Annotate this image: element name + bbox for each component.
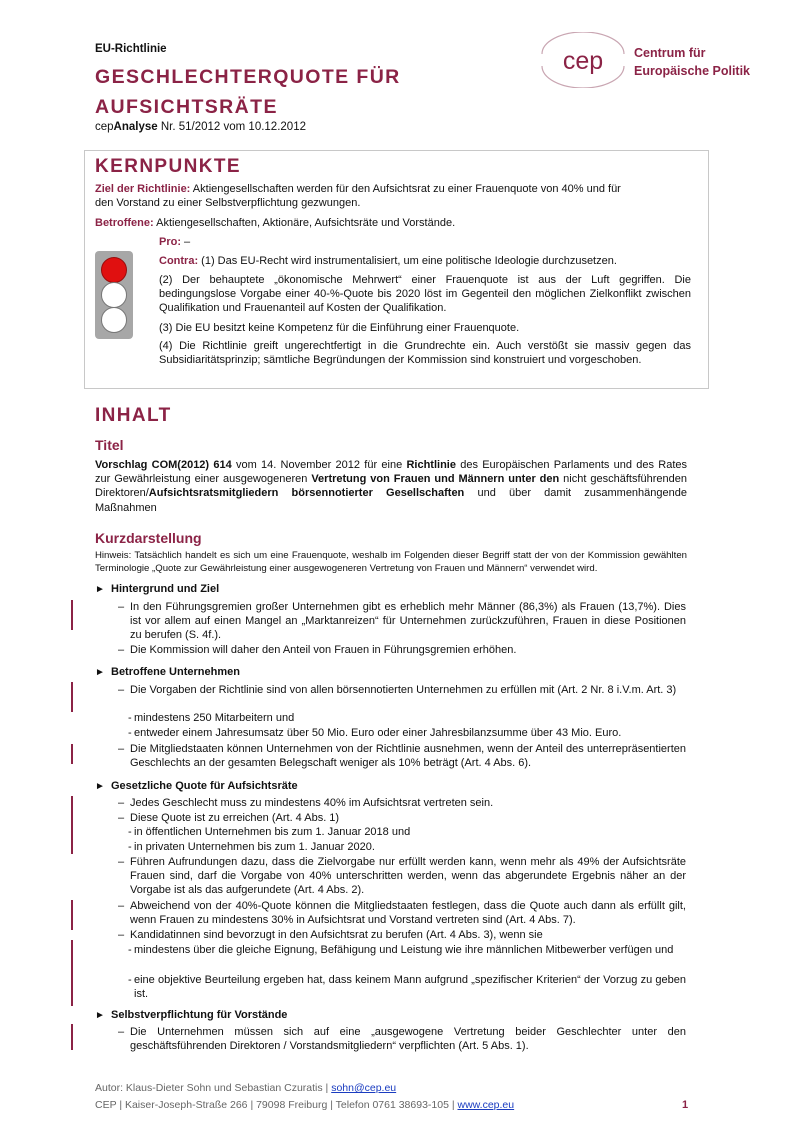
section-item: Die Vorgaben der Richtlinie sind von allen börsennotierten Unternehmen zu erfüllen mit (Art. 2 Nr. 8 i.V.m. Art. 3) — [130, 684, 677, 696]
section-arrow-icon: ► — [95, 584, 105, 595]
page-number: 1 — [682, 1099, 689, 1111]
section-item: In den Führungsgremien großer Unternehmen gibt es erheblich mehr Männer (86,3%) als Frauen (13,7%). Dies ist vor allem auf einen Mangel an „Marktanreizen“ für Unternehmen zurückzuführen, Frauen in diese Positionen zu berufen (S. 4f.). — [130, 601, 686, 642]
logo-name — [634, 44, 750, 80]
contra-4: (4) Die Richtlinie greift ungerechtfertigt in die Grundrechte ein. Auch verstößt sie massiv gegen das Subsidiaritätsprinzip; sämtliche Begründungen der Kommission sind konstruiert und vorgeschoben. — [159, 340, 691, 367]
sub-dash: - — [128, 826, 132, 838]
contra-1-text: (1) Das EU-Recht wird instrumentalisiert, um eine politische Ideologie durchzusetzen. — [198, 255, 617, 267]
traffic-light-red — [101, 257, 127, 283]
hinweis-note: Hinweis: Tatsächlich handelt es sich um eine Frauenquote, weshalb im Folgenden dieser Begriff statt der von der Kommission gewählten Terminologie „Quote zur Gewährleistung einer ausgewogeneren Vertretung von Frauen und Männern“ verwendet wird. — [95, 550, 687, 574]
inhalt-heading: INHALT — [95, 405, 172, 426]
traffic-light-icon — [95, 251, 133, 339]
margin-bar — [71, 796, 73, 854]
margin-bar — [71, 940, 73, 1006]
sub-item: mindestens 250 Mitarbeitern und — [134, 712, 295, 724]
title-line-2: AUFSICHTSRÄTE — [95, 96, 278, 118]
ziel-line-1: Aktiengesellschaften werden für den Aufsichtsrat zu einer Frauenquote von 40% und für — [190, 183, 621, 195]
sub-dash: - — [128, 944, 132, 956]
pro-label: Pro: — [159, 236, 181, 248]
section-hintergrund-title: Hintergrund und Ziel — [111, 583, 220, 595]
section-item: Abweichend von der 40%-Quote können die Mitgliedstaaten festlegen, dass die Quote auch dann als erfüllt gilt, wenn Frauen zu mindestens 30% in Aufsichtsrat und Vorstand vertreten sind (Art. 4 Abs. 7). — [130, 900, 686, 927]
section-item: Führen Aufrundungen dazu, dass die Zielvorgabe nur erfüllt werden kann, wenn mehr als 49% der Aufsichtsräte Frauen sind, darf die Vorgabe von 40% unterschritten werden, wenn das abgerundete Ergebnis näher an der Vorgabe ist als das aufgerundete (Art. 4 Abs. 2). — [130, 856, 686, 897]
dash: – — [118, 797, 125, 809]
section-arrow-icon: ► — [95, 667, 105, 678]
document-title — [95, 62, 455, 122]
logo-name-line-2: Europäische Politik — [634, 64, 751, 78]
margin-bar — [71, 1024, 73, 1050]
sub-dash: - — [128, 727, 132, 739]
titel-text-4: des Europäischen Parlaments und des Rates zur Gewährleistung einer ausgewogeneren — [95, 459, 687, 486]
titel-bold-3: Richtlinie — [406, 459, 456, 471]
document-type: EU-Richtlinie — [95, 43, 167, 55]
section-item: Diese Quote ist zu erreichen (Art. 4 Abs. 1) — [130, 812, 340, 824]
titel-heading: Titel — [95, 437, 124, 453]
betroffene-paragraph — [95, 216, 691, 230]
website-link[interactable]: www.cep.eu — [457, 1099, 515, 1111]
sub-item: in privaten Unternehmen bis zum 1. Januar 2020. — [134, 841, 375, 853]
section-item: Kandidatinnen sind bevorzugt in den Aufsichtsrat zu berufen (Art. 4 Abs. 3), wenn sie — [130, 929, 543, 941]
contra-3: (3) Die EU besitzt keine Kompetenz für die Einführung einer Frauenquote. — [159, 322, 520, 334]
logo-wordmark: cep — [562, 47, 604, 75]
margin-bar — [71, 600, 73, 630]
pro-text: – — [181, 236, 191, 248]
section-item: Jedes Geschlecht muss zu mindestens 40% im Aufsichtsrat vertreten sein. — [130, 797, 494, 809]
contra-2: (2) Der behauptete „ökonomische Mehrwert“ einer Frauenquote ist aus der Luft gegriffen. Die bedingungslose Vorgabe einer 40-%-Quote bis 2020 löst im Gegenteil den möglichen Zielkonflikt zwischen Qualifikation und Frauenanteil auf Kosten der Qualifikation. — [159, 274, 691, 315]
kurzdarstellung-heading: Kurzdarstellung — [95, 530, 202, 546]
dash: – — [118, 743, 125, 755]
betroffene-label: Betroffene: — [95, 217, 154, 229]
analysis-reference — [95, 121, 306, 133]
sub-item: mindestens über die gleiche Eignung, Befähigung und Leistung wie ihre männlichen Mitbewerber verfügen und — [134, 944, 674, 956]
ref-prefix: cep — [95, 121, 114, 133]
section-betroffene-title: Betroffene Unternehmen — [111, 666, 240, 678]
dash: – — [118, 684, 125, 696]
margin-bar — [71, 682, 73, 712]
dash: – — [118, 1026, 125, 1038]
sub-item: entweder einem Jahresumsatz über 50 Mio. Euro oder einer Jahresbilanzsumme über 43 Mio. Euro. — [134, 727, 622, 739]
titel-paragraph — [95, 458, 687, 515]
dash: – — [118, 644, 125, 656]
margin-bar — [71, 744, 73, 764]
sub-item: in öffentlichen Unternehmen bis zum 1. Januar 2018 und — [134, 826, 411, 838]
pro-paragraph — [159, 235, 691, 249]
contra-label: Contra: — [159, 255, 199, 267]
traffic-light-amber-off — [101, 282, 127, 308]
dash: – — [118, 900, 125, 912]
ziel-paragraph — [95, 182, 691, 210]
ziel-label: Ziel der Richtlinie: — [95, 183, 191, 195]
section-arrow-icon: ► — [95, 781, 105, 792]
dash: – — [118, 601, 125, 613]
titel-bold-7: Aufsichtsratsmitgliedern börsennotierter Gesellschaften — [148, 487, 465, 500]
section-item: Die Kommission will daher den Anteil von Frauen in Führungsgremien erhöhen. — [130, 644, 517, 656]
ref-bold: Analyse — [113, 121, 158, 133]
ref-rest: Nr. 51/2012 vom 10.12.2012 — [157, 121, 306, 133]
titel-text-6: nicht geschäftsführenden Direktoren/ — [95, 473, 687, 500]
footer-address — [95, 1099, 514, 1111]
logo-name-line-1: Centrum für — [634, 46, 706, 60]
kernpunkte-heading: KERNPUNKTE — [95, 156, 241, 177]
dash: – — [118, 856, 125, 868]
sub-dash: - — [128, 712, 132, 724]
titel-text-2: vom 14. November 2012 für eine — [231, 459, 407, 471]
footer-authors-text: Autor: Klaus-Dieter Sohn und Sebastian Czuratis | — [95, 1082, 332, 1094]
ziel-line-2: den Vorstand zu einer Selbstverpflichtung gezwungen. — [95, 197, 361, 210]
section-item: Die Mitgliedstaaten können Unternehmen von der Richtlinie ausnehmen, wenn der Anteil des unterrepräsentierten Geschlechts an der gesamten Belegschaft weniger als 10% beträgt (Art. 4 Abs. 6). — [130, 743, 686, 770]
footer-address-text: CEP | Kaiser-Joseph-Straße 266 | 79098 Freiburg | Telefon 0761 38693-105 | — [95, 1099, 458, 1111]
titel-text-8: und über damit zusammenhängende Maßnahmen — [95, 487, 687, 514]
traffic-light-green-off — [101, 307, 127, 333]
section-item: Die Unternehmen müssen sich auf eine „ausgewogene Vertretung beider Geschlechter unter den geschäftsführenden Direktoren / Vorstandsmitgliedern“ verpflichten (Art. 5 Abs. 1). — [130, 1026, 686, 1053]
cep-logo-icon — [538, 32, 628, 88]
section-quote-title: Gesetzliche Quote für Aufsichtsräte — [111, 780, 298, 792]
dash: – — [118, 929, 125, 941]
sub-item: eine objektive Beurteilung ergeben hat, dass keinem Mann aufgrund „spezifischer Kriterien“ der Vorzug zu geben ist. — [134, 974, 686, 1001]
section-vorstaende-title: Selbstverpflichtung für Vorstände — [111, 1009, 288, 1021]
sub-dash: - — [128, 841, 132, 853]
betroffene-text: Aktiengesellschaften, Aktionäre, Aufsichtsräte und Vorstände. — [153, 217, 456, 229]
titel-bold-5: Vertretung von Frauen und Männern unter den — [311, 473, 560, 486]
title-line-1: GESCHLECHTERQUOTE FÜR — [95, 66, 401, 88]
author-email-link[interactable]: sohn@cep.eu — [331, 1082, 397, 1094]
sub-dash: - — [128, 974, 132, 986]
contra-1 — [159, 254, 691, 268]
section-arrow-icon: ► — [95, 1010, 105, 1021]
footer-authors — [95, 1082, 396, 1094]
margin-bar — [71, 900, 73, 930]
dash: – — [118, 812, 125, 824]
titel-bold-1: Vorschlag COM(2012) 614 — [95, 459, 232, 471]
